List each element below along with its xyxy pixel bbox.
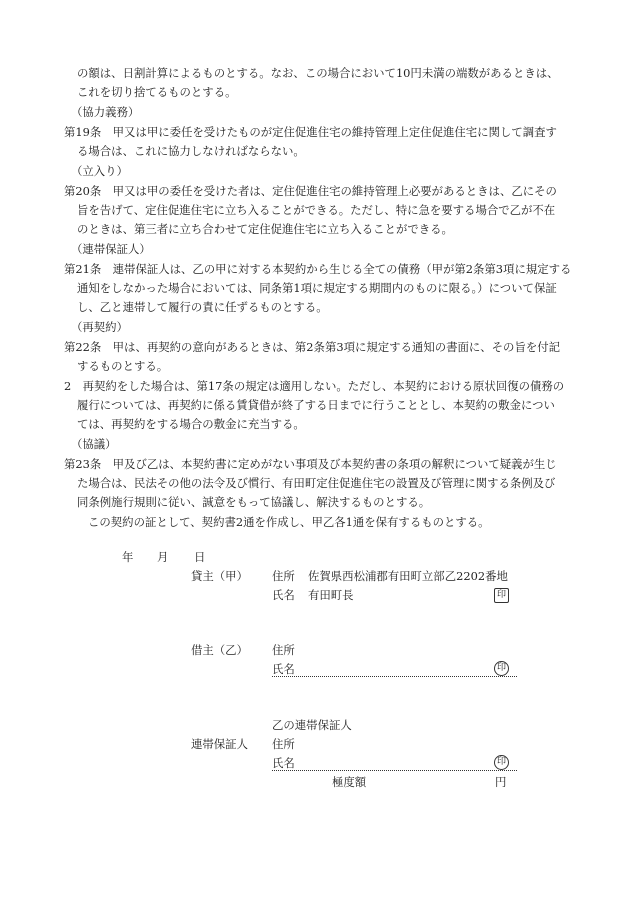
body-line: し、乙と連帯して履行の責に任ずるものとする。: [77, 300, 328, 314]
lessee-role: 借主（乙）: [191, 643, 248, 657]
body-line: 旨を告げて、定住促進住宅に立ち入ることができる。ただし、特に急を要する場合で乙が不在: [77, 203, 556, 217]
section-heading-guarantor: （連帯保証人）: [71, 242, 151, 256]
lessor-name-label: 氏名: [272, 588, 295, 602]
lessor-address: 佐賀県西松浦郡有田町立部乙2202番地: [308, 569, 508, 583]
guarantor-limit-unit: 円: [495, 775, 507, 789]
lessee-seal-mark: 印: [494, 661, 509, 676]
lessee-name-label: 氏名: [272, 662, 295, 676]
lessor-role: 貸主（甲）: [191, 569, 248, 583]
body-line: た場合は、民法その他の法令及び慣行、有田町定住促進住宅の設置及び管理に関する条例及び: [77, 476, 556, 490]
guarantor-seal-mark: 印: [494, 755, 509, 770]
body-line: 通知をしなかった場合においては、同条第1項に規定する期間内のものに限る。）について保証: [77, 281, 557, 295]
article-22-paragraph-2: 2 再契約をした場合は、第17条の規定は適用しない。ただし、本契約における原状回復の債務の: [64, 379, 565, 393]
guarantor-name-signature-line: [272, 770, 517, 771]
article-21: 第21条 連帯保証人は、乙の甲に対する本契約から生じる全ての債務（甲が第2条第3項に規定する: [64, 262, 572, 276]
body-line: 同条例施行規則に従い、誠意をもって協議し、解決するものとする。: [77, 495, 431, 509]
lessor-seal-mark: 印: [494, 588, 509, 603]
guarantor-name-label: 氏名: [272, 756, 295, 770]
date-month: 月: [157, 550, 169, 564]
guarantor-address-label: 住所: [272, 737, 295, 751]
article-23: 第23条 甲及び乙は、本契約書に定めがない事項及び本契約書の条項の解釈について疑義が生じ: [64, 457, 557, 471]
lessor-name: 有田町長: [308, 588, 354, 602]
closing-statement: この契約の証として、契約書2通を作成し、甲乙各1通を保有するものとする。: [88, 515, 490, 529]
body-line: 履行については、再契約に係る賃貸借が終了する日までに行うこととし、本契約の敷金につい: [77, 398, 555, 412]
guarantor-limit-label: 極度額: [332, 775, 367, 789]
guarantor-role: 連帯保証人: [191, 737, 248, 751]
section-heading-consultation: （協議）: [71, 437, 117, 451]
lessee-address-label: 住所: [272, 643, 295, 657]
body-line: る場合は、これに協力しなければならない。: [77, 144, 305, 158]
article-19: 第19条 甲又は甲に委任を受けたものが定住促進住宅の維持管理上定住促進住宅に関して調査す: [64, 125, 557, 139]
body-line: の額は、日割計算によるものとする。なお、この場合において10円未満の端数があるときは、: [77, 66, 559, 80]
section-heading-entry: （立入り）: [71, 164, 128, 178]
body-line: のときは、第三者に立ち合わせて定住促進住宅に立ち入ることができる。: [77, 222, 453, 236]
body-line: これを切り捨てるものとする。: [77, 85, 237, 99]
date-day: 日: [194, 550, 206, 564]
section-heading-cooperation: （協力義務）: [71, 105, 140, 119]
lessor-address-label: 住所: [272, 569, 295, 583]
body-line: するものとする。: [77, 359, 169, 373]
article-20: 第20条 甲又は甲の委任を受けた者は、定住促進住宅の維持管理上必要があるときは、乙にその: [64, 184, 557, 198]
body-line: ては、再契約をする場合の敷金に充当する。: [77, 417, 305, 431]
guarantor-heading: 乙の連帯保証人: [272, 718, 352, 732]
article-22: 第22条 甲は、再契約の意向があるときは、第2条第3項に規定する通知の書面に、その旨を付記: [64, 340, 561, 354]
section-heading-recontract: （再契約）: [71, 320, 128, 334]
lessee-name-signature-line: [272, 676, 517, 677]
date-year: 年: [122, 550, 134, 564]
